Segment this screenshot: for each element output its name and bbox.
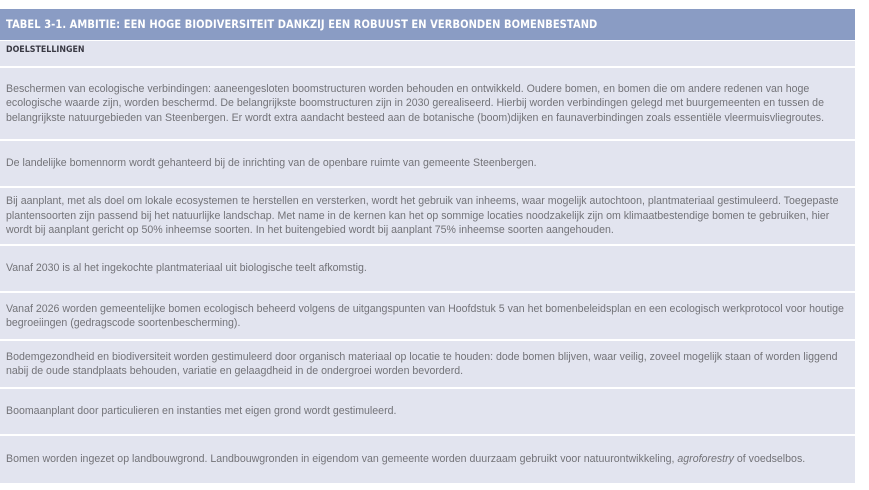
row-text: Boomaanplant door particulieren en instanties met eigen grond wordt gestimuleerd. xyxy=(6,405,397,418)
row-text xyxy=(6,452,845,467)
row-text: Vanaf 2030 is al het ingekochte plantmateriaal uit biologische teelt afkomstig. xyxy=(6,262,367,275)
row-text-italic: agroforestry xyxy=(677,453,734,466)
table-row xyxy=(0,293,855,339)
table-row xyxy=(0,141,855,186)
table-row xyxy=(0,68,855,139)
column-header-doelstellingen xyxy=(0,41,855,66)
row-text: Vanaf 2026 worden gemeentelijke bomen ecologisch beheerd volgens de uitgangspunten van Hoofdstuk 5 van het bomenbeleidsplan en een ecologisch werkprotocol voor houtige begroeiingen (gedragscode soortenbescherming). xyxy=(6,302,844,329)
table-row xyxy=(0,188,855,244)
table-row xyxy=(0,389,855,434)
table-row xyxy=(0,341,855,387)
row-text: Bodemgezondheid en biodiversiteit worden gestimuleerd door organisch materiaal op locatie te houden: dode bomen blijven, waar veilig, zoveel mogelijk staan of worden liggend nabij de oude standplaats behouden, variatie en gelaagdheid in de ondergroei worden bevorderd. xyxy=(6,350,838,377)
row-text-part: of voedselbos. xyxy=(733,453,806,466)
row-text: Bij aanplant, met als doel om lokale ecosystemen te herstellen en versterken, wordt het gebruik van inheems, waar mogelijk autochtoon, plantmateriaal gestimuleerd. Toegepaste plantensoorten zijn passend bij het natuurlijke landschap. Met name in de kernen kan het op sommige locaties noodzakelijk zijn om klimaatbestendige bomen te gebruiken, hier wordt bij aanplant gericht op 50% inheemse soorten. In het buitengebied wordt bij aanplant 75% inheemse soorten aangehouden. xyxy=(6,195,839,237)
ambition-table xyxy=(0,9,855,483)
row-text-part: Bomen worden ingezet op landbouwgrond. Landbouwgronden in eigendom van gemeente worden duurzaam gebruikt voor natuurontwikkeling, xyxy=(6,453,678,466)
column-header-text: DOELSTELLINGEN xyxy=(6,45,85,55)
table-title-text: TABEL 3-1. AMBITIE: EEN HOGE BIODIVERSITEIT DANKZIJ EEN ROBUUST EN VERBONDEN BOMENBESTAND xyxy=(6,17,598,31)
table-title xyxy=(0,9,855,40)
row-text: De landelijke bomennorm wordt gehanteerd bij de inrichting van de openbare ruimte van gemeente Steenbergen. xyxy=(6,157,537,170)
table-row xyxy=(0,436,855,483)
row-text: Beschermen van ecologische verbindingen: aaneengesloten boomstructuren worden behouden en ontwikkeld. Oudere bomen, en bomen die om andere redenen van hoge ecologische waarde zijn, worden beschermd. De belangrijkste boomstructuren zijn in 2030 gerealiseerd. Hierbij worden verbindingen gelegd met buurgemeenten en tussen de belangrijkste natuurgebieden van Steenbergen. Er wordt extra aandacht besteed aan de botanische (boom)dijken en faunaverbindingen zoals essentiële vleermuisvliegroutes. xyxy=(6,82,825,124)
table-row xyxy=(0,246,855,291)
